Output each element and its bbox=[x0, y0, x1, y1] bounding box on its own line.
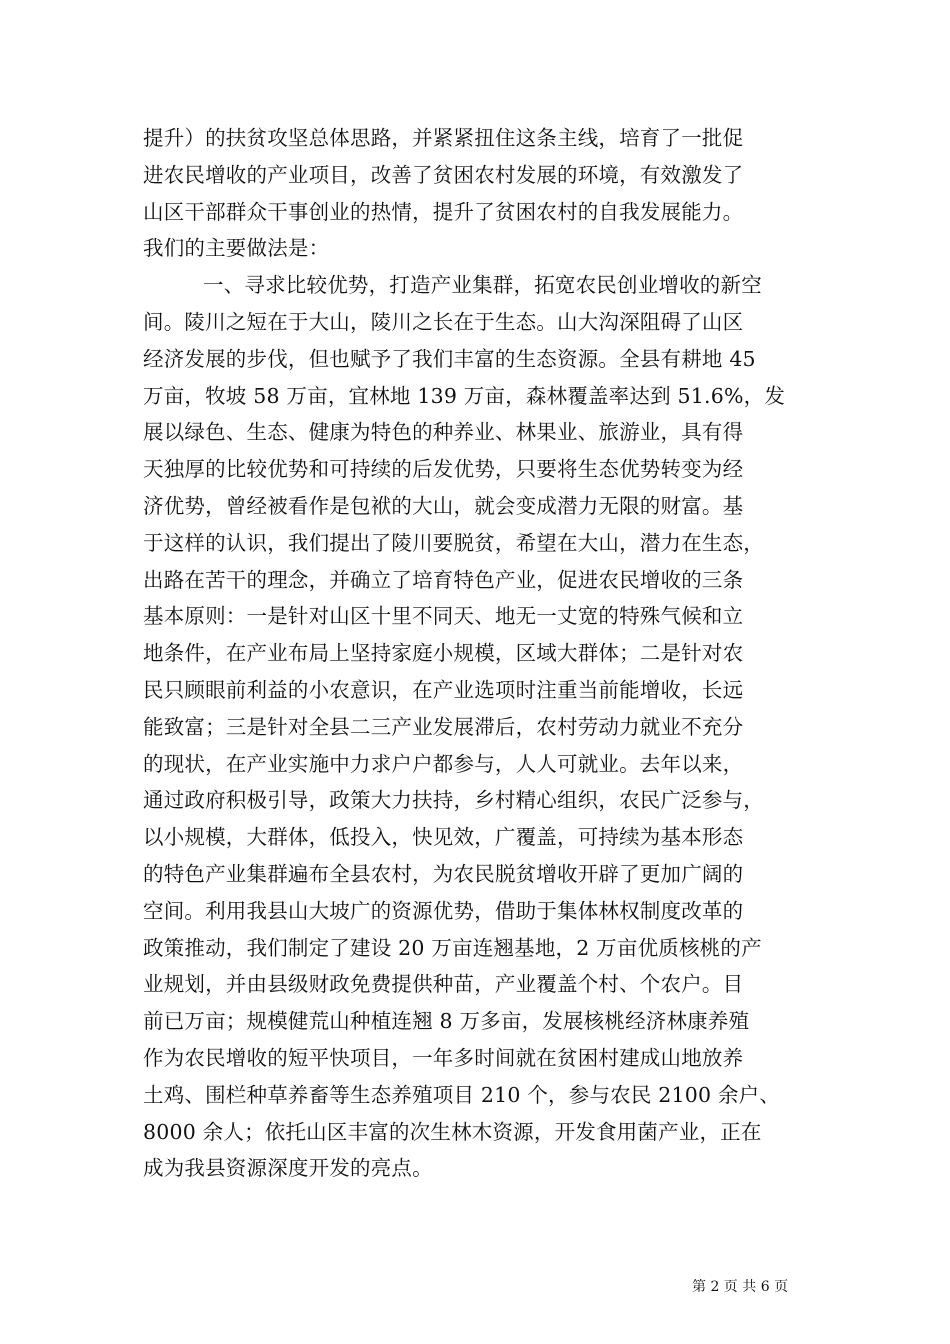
section-heading-line: 一、寻求比较优势，打造产业集群，拓宽农民创业增收的新空 bbox=[203, 273, 762, 298]
text-line: 通过政府积极引导，政策大力扶持，乡村精心组织，农民广泛参与， bbox=[143, 788, 764, 813]
text-line: 出路在苦干的理念，并确立了培育特色产业，促进农民增收的三条 bbox=[143, 567, 744, 592]
body-text bbox=[143, 120, 823, 1187]
text-line: 民只顾眼前利益的小农意识，在产业选项时注重当前能增收，长远 bbox=[143, 677, 744, 702]
text-line: 基本原则：一是针对山区十里不同天、地无一丈宽的特殊气候和立 bbox=[143, 604, 744, 629]
text-line: 提升）的扶贫攻坚总体思路，并紧紧扭住这条主线，培育了一批促 bbox=[143, 126, 744, 150]
text-line: 间。陵川之短在于大山，陵川之长在于生态。山大沟深阻碍了山区 bbox=[143, 309, 744, 334]
text-line: 成为我县资源深度开发的亮点。 bbox=[143, 1156, 433, 1181]
text-line: 业规划，并由县级财政免费提供种苗，产业覆盖个村、个农户。目 bbox=[143, 972, 744, 997]
text-line: 展以绿色、生态、健康为特色的种养业、林果业、旅游业，具有得 bbox=[143, 420, 744, 445]
text-line: 我们的主要做法是： bbox=[143, 236, 330, 261]
text-line: 前已万亩；规模健荒山种植连翘 8 万多亩，发展核桃经济林康养殖 bbox=[143, 1009, 750, 1034]
text-line: 万亩，牧坡 58 万亩，宜林地 139 万亩，森林覆盖率达到 51.6%，发 bbox=[143, 383, 786, 408]
text-line: 山区干部群众干事创业的热情，提升了贫困农村的自我发展能力。 bbox=[143, 199, 744, 224]
text-line: 8000 余人；依托山区丰富的次生林木资源，开发食用菌产业，正在 bbox=[143, 1119, 762, 1144]
text-line: 政策推动，我们制定了建设 20 万亩连翘基地，2 万亩优质核桃的产 bbox=[143, 935, 762, 960]
text-line: 空间。利用我县山大坡广的资源优势，借助于集体林权制度改革的 bbox=[143, 898, 744, 923]
text-line: 以小规模，大群体，低投入，快见效，广覆盖，可持续为基本形态 bbox=[143, 825, 744, 850]
text-line: 经济发展的步伐，但也赋予了我们丰富的生态资源。全县有耕地 45 bbox=[143, 346, 756, 371]
text-line: 能致富；三是针对全县二三产业发展滞后，农村劳动力就业不充分 bbox=[143, 714, 744, 739]
text-line: 的特色产业集群遍布全县农村，为农民脱贫增收开辟了更加广阔的 bbox=[143, 861, 744, 886]
text-line: 土鸡、围栏种草养畜等生态养殖项目 210 个，参与农民 2100 余户、 bbox=[143, 1082, 781, 1107]
text-line: 的现状，在产业实施中力求户户都参与，人人可就业。去年以来， bbox=[143, 751, 744, 776]
text-line: 作为农民增收的短平快项目，一年多时间就在贫困村建成山地放养 bbox=[143, 1045, 744, 1070]
page-number: 第 2 页 共 6 页 bbox=[692, 1279, 789, 1295]
text-line: 进农民增收的产业项目，改善了贫困农村发展的环境，有效激发了 bbox=[143, 162, 744, 187]
text-line: 天独厚的比较优势和可持续的后发优势，只要将生态优势转变为经 bbox=[143, 457, 744, 482]
text-line: 济优势，曾经被看作是包袱的大山，就会变成潜力无限的财富。基 bbox=[143, 493, 744, 518]
text-line: 地条件，在产业布局上坚持家庭小规模，区域大群体；二是针对农 bbox=[143, 641, 744, 666]
text-line: 于这样的认识，我们提出了陵川要脱贫，希望在大山，潜力在生态， bbox=[143, 530, 764, 555]
